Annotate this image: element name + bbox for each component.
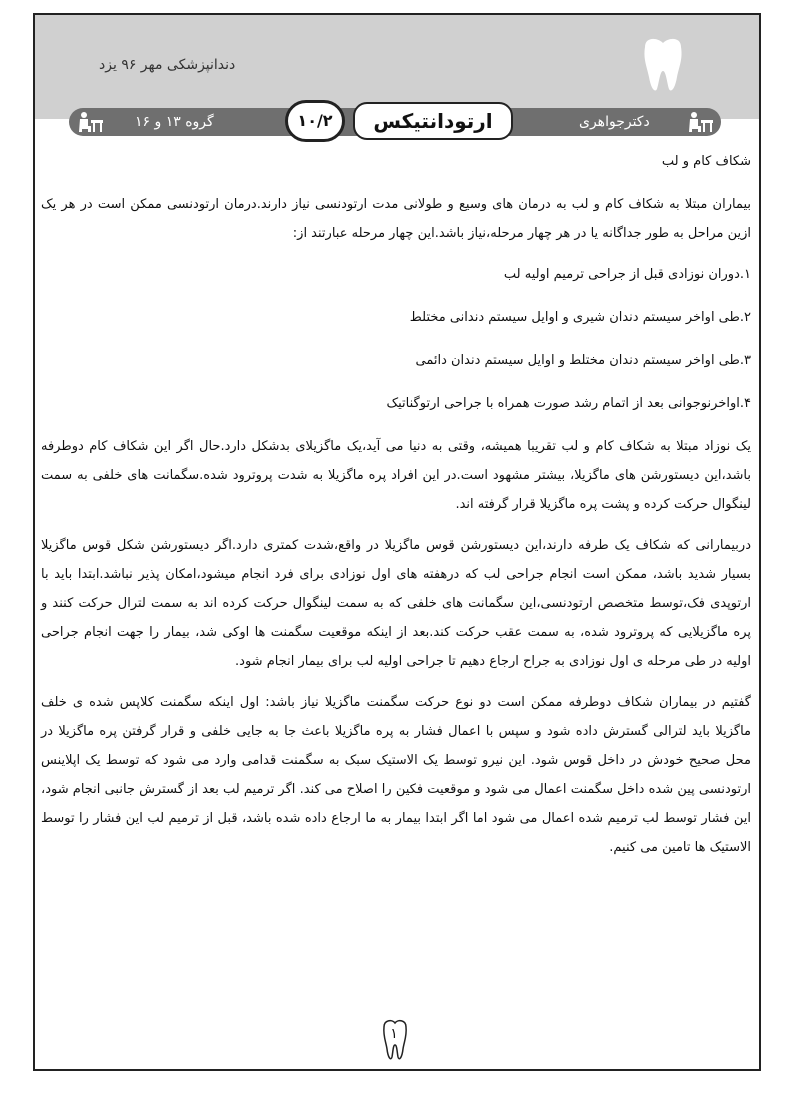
header-subtitle: دندانپزشکی مهر ۹۶ یزد — [99, 57, 236, 73]
body-paragraph: یک نوزاد مبتلا به شکاف کام و لب تقریبا همیشه، وقتی به دنیا می آید،یک ماگزیلای بدشکل دارد.حال اگر این شکاف کام دوطرفه باشد،این دیستورشن های ماگزیلا، بیشتر مشهود است.در این افراد پره ماگزیلا به شدت پروترود شده.سگمانت های خلفی به سمت لینگوال حرکت کرده و پشت پره ماگزیلا قرار گرفته اند. — [41, 439, 751, 512]
page-number: ۱ — [390, 1026, 398, 1042]
person-at-desk-icon — [685, 111, 715, 133]
issue-badge: ۱۰/۲ — [285, 100, 345, 142]
page-frame — [33, 13, 761, 1071]
document-body — [35, 147, 759, 874]
doctor-label: دکترجواهری — [579, 114, 650, 130]
stage-item: ۱.دوران نوزادی قبل از جراحی ترمیم اولیه لب — [503, 267, 751, 282]
body-paragraph: گفتیم در بیماران شکاف دوطرفه ممکن است دو نوع حرکت سگمنت ماگزیلا نیاز باشد: اول اینکه سگمنت کلاپس شده ی خلف ماگزیلا باید لترالی گسترش داده شود و سپس با اعمال فشار به پره ماگزیلا باعث جا به جایی خلفی و قرار گرفتن پره ماگزیلا در محل صحیح خودش در داخل قوس شود. این نیرو توسط یک الاستیک سبک به سگمنت قدامی وارد می شود که توسط یک اپلاینس ارتودنسی پین شده داخل سگمنت اعمال می شود و موقعیت فکین را اصلاح می کند. اگر ترمیم لب بعد از گسترش جانبی انجام شود، این فشار توسط لب ترمیم شده اعمال می شود اما اگر ابتدا بیمار به ما ارجاع داده شده باشد، قبل از ترمیم لب این فشار را توسط الاستیک ها تامین می کنیم. — [41, 695, 751, 855]
stage-item: ۳.طی اواخر سیستم دندان مختلط و اوایل سیستم دندان دائمی — [415, 353, 751, 368]
tooth-icon — [639, 37, 687, 93]
stage-item: ۲.طی اواخر سیستم دندان شیری و اوایل سیستم دندانی مختلط — [409, 310, 751, 325]
group-label: گروه ۱۳ و ۱۶ — [135, 114, 214, 130]
page-title: ارتودانتیکس — [353, 102, 513, 140]
intro-paragraph: بیماران مبتلا به شکاف کام و لب به درمان های وسیع و طولانی مدت ارتودنسی نیاز دارند.درمان ارتودنسی ممکن است در هر یک ازین مراحل به طور جداگانه یا در هر چهار مرحله،نیاز باشد.این چهار مرحله عبارتند از: — [41, 197, 751, 241]
section-heading: شکاف کام و لب — [661, 154, 751, 169]
stage-item: ۴.اواخرنوجوانی بعد از اتمام رشد صورت همراه با جراحی ارتوگناتیک — [386, 396, 751, 411]
person-at-desk-icon — [75, 111, 105, 133]
body-paragraph: دربیمارانی که شکاف یک طرفه دارند،این دیستورشن قوس ماگزیلا در واقع،شدت کمتری دارد.اگر دیستورشن شکل قوس ماگزیلا بسیار شدید باشد، ممکن است انجام جراحی لب که درهفته های اول نوزادی برای فرد انجام میشود،امکان پذیر نباشد.ابتدا باید با ارتوپدی فک،توسط متخصص ارتودنسی،این سگمانت های خلفی که به سمت لینگوال حرکت کرده اند به سمت لترال حرکت کنند و پره ماگزیلایی که پروترود شده، به سمت عقب حرکت کند.بعد از اینکه موقعیت سگمنت ها اوکی شد، بیمار را جهت انجام جراحی اولیه در طی مرحله ی اول نوزادی به جراح ارجاع دهیم تا جراحی اولیه لب برای بیمار انجام شود. — [41, 538, 751, 669]
